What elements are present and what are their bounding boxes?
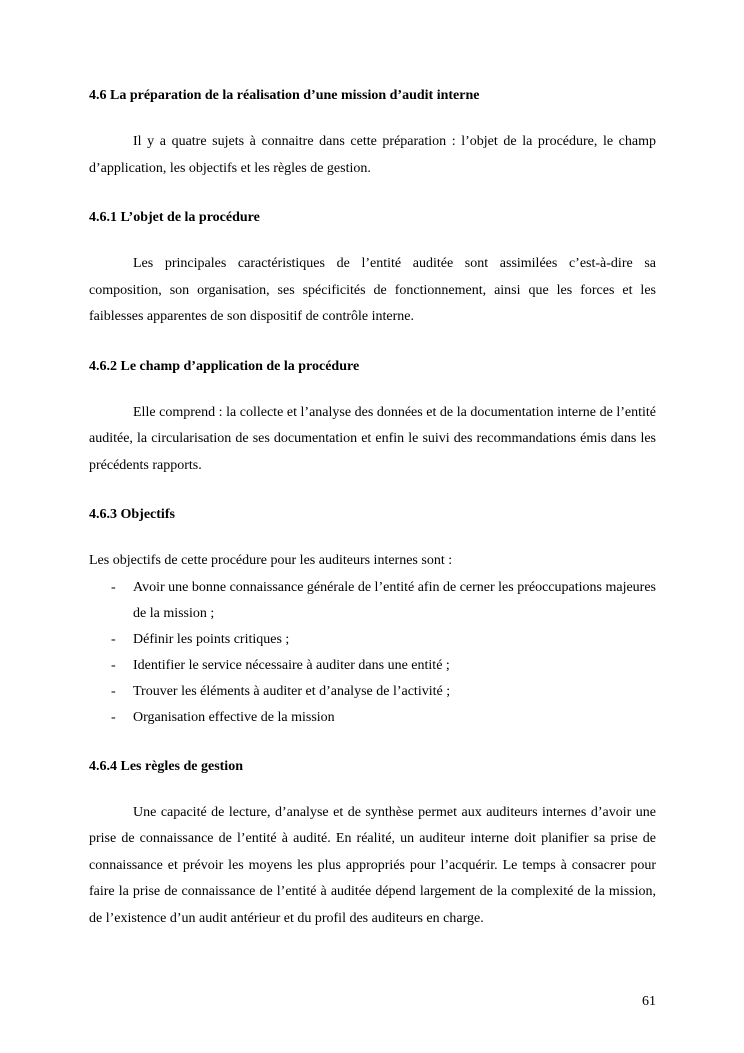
section-paragraph-4-6-1: Les principales caractéristiques de l’entité auditée sont assimilées c’est-à-dire sa composition, son organisation, ses spécificités de fonctionnement, ainsi que les forces et les faiblesses apparentes de son dispositif de contrôle interne.: [89, 256, 656, 324]
section-paragraph-4-6: Il y a quatre sujets à connaitre dans cette préparation : l’objet de la procédure, le champ d’application, les objectifs et les règles de gestion.: [89, 134, 656, 176]
list-item: [89, 575, 656, 627]
section-heading-4-6-3: 4.6.3 Objectifs: [89, 507, 175, 522]
bullet-dash: -: [111, 683, 116, 699]
bullet-dash: -: [111, 709, 116, 725]
list-item-text: Organisation effective de la mission: [133, 709, 335, 725]
section-heading-4-6-2: 4.6.2 Le champ d’application de la procédure: [89, 358, 360, 374]
list-item: [89, 705, 656, 731]
list-item-text: Trouver les éléments à auditer et d’analyse de l’activité ;: [133, 683, 451, 699]
list-item: [89, 653, 656, 679]
objectives-intro: Les objectifs de cette procédure pour les auditeurs internes sont :: [89, 553, 453, 568]
bullet-dash: -: [111, 579, 116, 595]
list-item: [89, 679, 656, 705]
section-heading-4-6-1: 4.6.1 L’objet de la procédure: [89, 210, 260, 225]
bullet-dash: -: [111, 631, 116, 647]
bullet-dash: -: [111, 657, 116, 673]
page-number: 61: [642, 994, 656, 1009]
page-body: [89, 86, 656, 932]
section-heading-4-6: 4.6 La préparation de la réalisation d’une mission d’audit interne: [89, 88, 480, 103]
list-item-text: Définir les points critiques ;: [133, 631, 290, 647]
objectives-list: [89, 575, 656, 731]
list-item: [89, 627, 656, 653]
section-paragraph-4-6-4: Une capacité de lecture, d’analyse et de synthèse permet aux auditeurs internes d’avoir une prise de connaissance de l’entité à audité. En réalité, un auditeur interne doit planifier sa prise de connaissance et prévoir les moyens les plus appropriés pour l’acquérir. Le temps à consacrer pour faire la prise de connaissance de l’entité à auditée dépend largement de la complexité de la mission, de l’existence d’un audit antérieur et du profil des auditeurs en charge.: [89, 804, 656, 926]
list-item-text: Identifier le service nécessaire à auditer dans une entité ;: [133, 657, 450, 673]
section-paragraph-4-6-2: Elle comprend : la collecte et l’analyse des données et de la documentation interne de l’entité auditée, la circularisation de ses documentation et enfin le suivi des recommandations émis dans les précédents rapports.: [89, 404, 656, 473]
list-item-text: Avoir une bonne connaissance générale de l’entité afin de cerner les préoccupations majeures de la mission ;: [133, 579, 656, 621]
section-heading-4-6-4: 4.6.4 Les règles de gestion: [89, 758, 243, 774]
